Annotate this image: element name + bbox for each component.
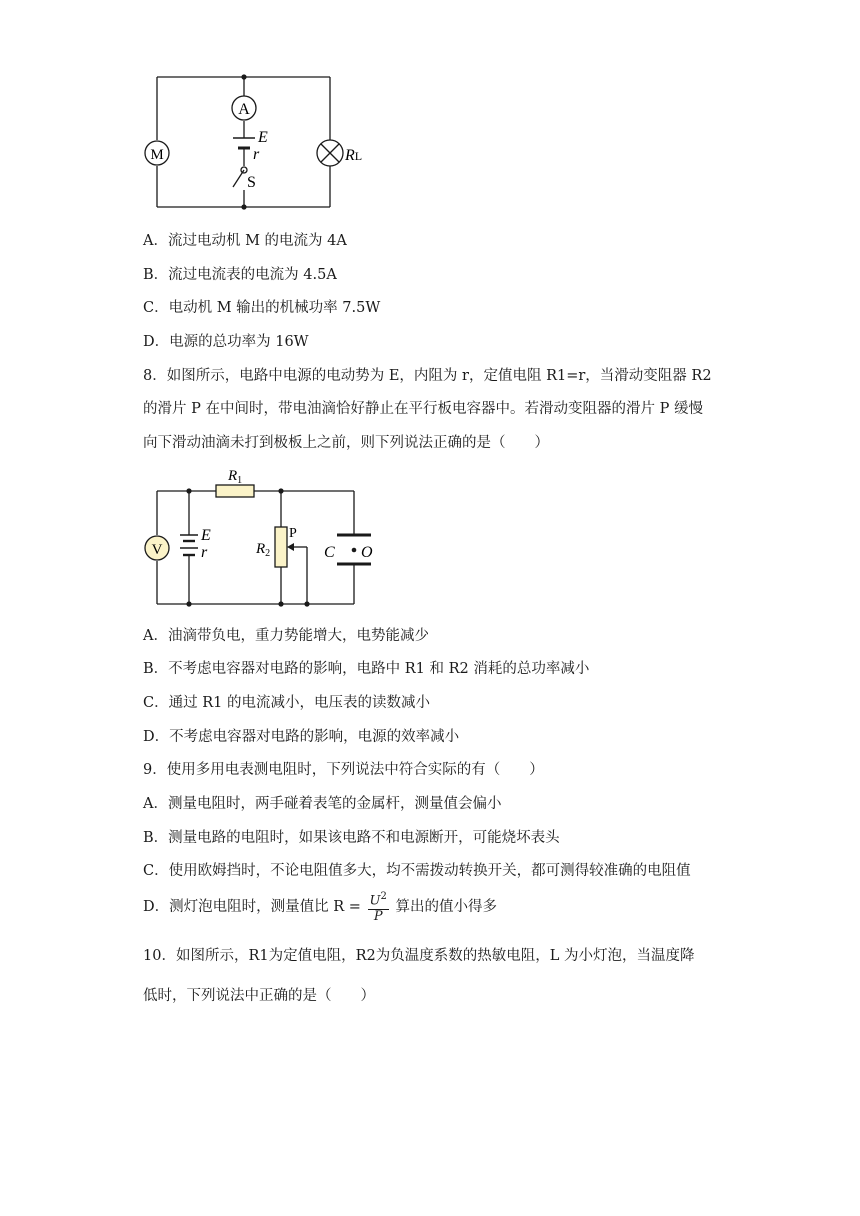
q8-option-b: B．不考虑电容器对电路的影响，电路中 R1 和 R2 消耗的总功率减小 (143, 661, 590, 677)
q9-option-d-suffix: 算出的值小得多 (395, 899, 497, 915)
q10-stem-line-2: 低时，下列说法中正确的是（ ） (143, 988, 375, 1004)
r2-label: $R_2$ (256, 541, 271, 559)
q7-option-b: B．流过电流表的电流为 4.5A (143, 267, 337, 283)
motor-label: M (150, 147, 164, 163)
ammeter-label: A (238, 101, 250, 118)
q7-option-d: D．电源的总功率为 16W (143, 334, 309, 350)
internal-resistance-label: r (201, 544, 208, 561)
q9-option-d (143, 890, 497, 924)
emf-label: E (201, 527, 211, 544)
slider-p-label: P (289, 526, 297, 541)
formula-numerator: $U^2$ (369, 891, 387, 909)
resistor-r1 (216, 485, 254, 497)
switch-label: S (247, 174, 256, 191)
q9-option-d-prefix: D．测灯泡电阻时，测量值比 R = (143, 899, 361, 915)
capacitor-label: C (324, 544, 335, 561)
q8-stem-line-3: 向下滑动油滴未打到极板上之前，则下列说法正确的是（ ） (143, 435, 549, 451)
q9-option-a: A．测量电阻时，两手碰着表笔的金属杆，测量值会偏小 (143, 796, 502, 812)
formula-denominator: P (373, 908, 383, 924)
internal-resistance-label: r (253, 146, 260, 163)
q7-option-c: C．电动机 M 输出的机械功率 7.5W (143, 300, 381, 316)
q9-stem: 9．使用多用电表测电阻时，下列说法中符合实际的有（ ） (143, 762, 544, 778)
junction-dot (304, 601, 309, 606)
junction-dot (278, 601, 283, 606)
q8-option-c: C．通过 R1 的电流减小，电压表的读数减小 (143, 695, 430, 711)
emf-label: E (258, 129, 268, 146)
q8-stem-line-1: 8．如图所示，电路中电源的电动势为 E，内阻为 r，定值电阻 R1=r，当滑动变阻器 R2 (143, 368, 712, 384)
junction-dot (186, 488, 191, 493)
q8-option-a: A．油滴带负电，重力势能增大，电势能减少 (143, 628, 429, 644)
q9-option-b: B．测量电路的电阻时，如果该电路不和电源断开，可能烧坏表头 (143, 830, 560, 846)
oil-drop-label: O (361, 544, 373, 561)
lamp-label: RL (345, 147, 363, 164)
r1-label: $R_1$ (228, 468, 243, 486)
q10-stem-line-1: 10．如图所示，R1为定值电阻，R2为负温度系数的热敏电阻，L 为小灯泡，当温度降 (143, 948, 695, 964)
oil-drop (352, 548, 357, 553)
q8-stem-line-2: 的滑片 P 在中间时，带电油滴恰好静止在平行板电容器中。若滑动变阻器的滑片 P 缓慢 (143, 401, 703, 417)
junction-dot (278, 488, 283, 493)
rheostat-r2 (275, 527, 287, 567)
q8-option-d: D．不考虑电容器对电路的影响，电源的效率减小 (143, 729, 460, 745)
formula-fraction (368, 890, 389, 923)
q9-option-c: C．使用欧姆挡时，不论电阻值多大，均不需拨动转换开关，都可测得较准确的电阻值 (143, 863, 691, 879)
slider-p-arrow (287, 543, 294, 551)
junction-dot (186, 601, 191, 606)
voltmeter-label: V (151, 542, 163, 558)
q7-option-a: A．流过电动机 M 的电流为 4A (143, 233, 347, 249)
